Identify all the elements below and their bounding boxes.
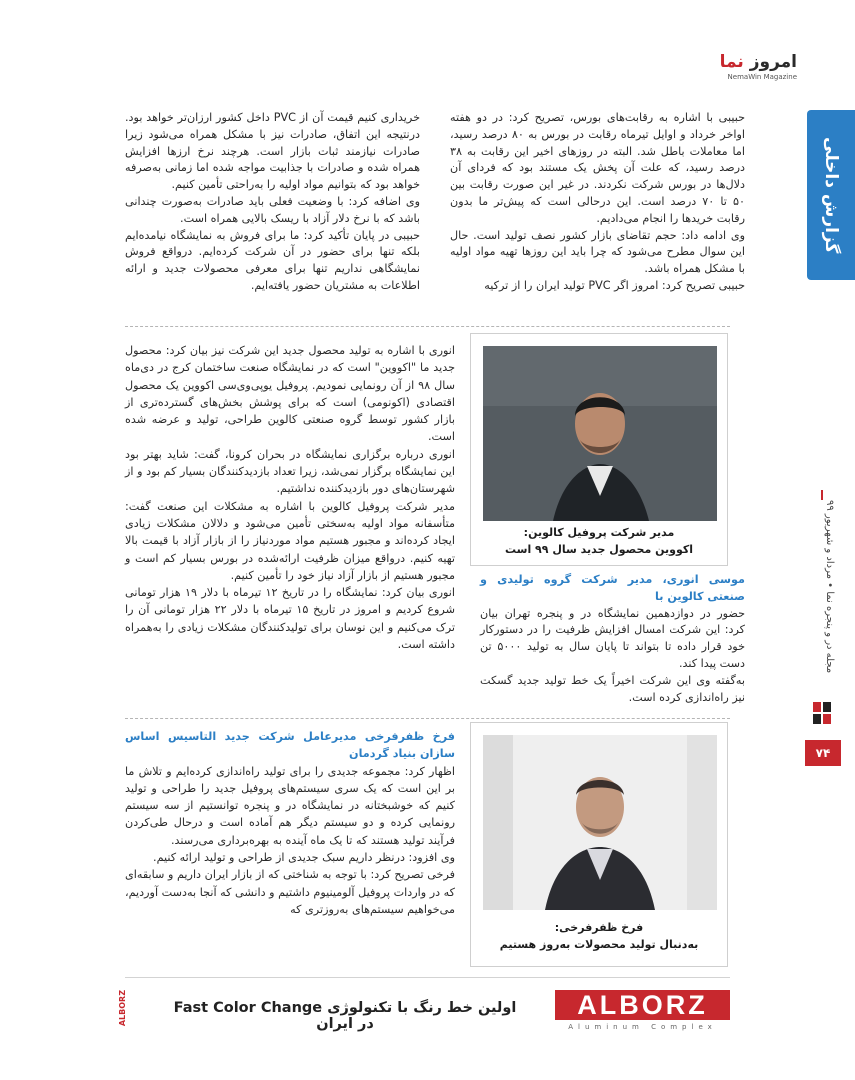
paragraph: فرخی تصریح کرد: با توجه به شناختی که از بازار ایران داریم و سابقه‌ای که در واردات پروفیل آلومینیوم داشتیم و دانشی که آنجا به‌دست آوردیم، می‌خواهیم سیستم‌های به‌روزتری که bbox=[125, 868, 455, 916]
magazine-mini-logo-icon bbox=[811, 700, 833, 726]
portrait-photo-image bbox=[483, 346, 717, 521]
paragraph: انوری درباره برگزاری نمایشگاه در بحران کرونا، گفت: شاید بهتر بود این نمایشگاه برگزار نمی‌شد، زیرا تعداد بازدیدکنندگان بسیار کم بود و از شهرستان‌های دور بازدیدکننده نداشتیم. bbox=[125, 447, 455, 496]
paragraph: انوری بیان کرد: نمایشگاه را در تاریخ ۱۲ تیرماه با دلار ۱۹ هزار تومانی شروع کردیم و امروز در تاریخ ۱۵ تیرماه با دلار ۲۲ هزار تومانی آن را ترک می‌کنیم و این نوسان برای تولیدکنندگان مشکلات زیادی را به‌همراه داشته است. bbox=[125, 586, 455, 652]
magazine-logo bbox=[662, 52, 797, 86]
paragraph: حبیبی تصریح کرد: امروز اگر PVC تولید ایران را از ترکیه bbox=[484, 278, 745, 292]
middle-right-column bbox=[480, 572, 745, 706]
section-tab-label: گزارش داخلی bbox=[821, 136, 841, 254]
section-divider bbox=[125, 326, 730, 327]
bottom-left-column bbox=[125, 728, 455, 918]
page-number: ۷۴ bbox=[805, 740, 841, 766]
middle-left-column bbox=[125, 342, 455, 653]
portrait-photo bbox=[483, 346, 717, 521]
portrait-photo-image bbox=[483, 735, 717, 910]
paragraph: حضور در دوازدهمین نمایشگاه در و پنجره تهران بیان کرد: این شرکت امسال افزایش ظرفیت را در دستورکار خود قرار داده تا بتواند تا پایان سال به تولید ۵۰۰۰ تن دست پیدا کند. bbox=[480, 606, 745, 670]
paragraph: وی افزود: درنظر داریم سبک جدیدی از طراحی و تولید ارائه کنیم. bbox=[153, 851, 455, 865]
alborz-logo bbox=[555, 990, 730, 1034]
paragraph: وی ادامه داد: حجم تقاضای بازار کشور نصف تولید است. حال این سوال مطرح می‌شود که چرا باید این روزها تهیه مواد اولیه با مشکل همراه باشد. bbox=[450, 228, 745, 276]
alborz-logo-tagline: Aluminum Complex bbox=[568, 1023, 717, 1031]
paragraph: انوری با اشاره به تولید محصول جدید این شرکت نیز بیان کرد: محصول جدید ما "اکووین" است که در نمایشگاه صنعت ساختمان کرج در دی‌ماه سال ۹۸ از آن رونمایی نمودیم. پروفیل یوپی‌وی‌سی اکووین یک محصول اقتصادی (اکونومی) است که برای پوشش بخش‌های گسترده‌تری از بازار کشور توسط گروه صنعتی کالوین طراحی، تولید و عرضه شده است. bbox=[125, 344, 455, 444]
side-strip bbox=[805, 490, 841, 850]
footer-slogan: اولین خط رنگ با تکنولوژی Fast Color Change در ایران bbox=[173, 1000, 517, 1032]
paragraph-heading: فرخ ظفرفرخی مدیرعامل شرکت جدید التاسیس اساس سازان بنیاد گردمان bbox=[125, 730, 455, 761]
magazine-logo-subtitle: NemaWin Magazine bbox=[727, 73, 797, 81]
section-divider bbox=[125, 718, 730, 719]
top-right-column bbox=[450, 110, 745, 295]
paragraph: خریداری کنیم قیمت آن از PVC داخل کشور ارزان‌تر خواهد بود. درنتیجه این اتفاق، صادرات نیز با مشکل همراه می‌شود زیرا صادرات نیازمند ثبات بازار است. هرچند نرخ ارزها افزایش همراه شده و صادرات با جذابیت مواجه شده اما زمانی به‌صرفه خواهد بود که بتوانیم مواد اولیه را به‌راحتی تأمین کنیم. bbox=[125, 111, 420, 192]
paragraph: مدیر شرکت پروفیل کالوین با اشاره به مشکلات این صنعت گفت: متأسفانه مواد اولیه به‌سختی تأمین می‌شود و دلالان مشکلات زیادی ایجاد کرده‌اند و مجبور هستیم مواد موردنیاز را از بازار آزاد با قیمت بالا تهیه کنیم. درواقع میزان ظرفیت ارائه‌شده در بورس بسیار کم است و مجبور هستیم از بازار آزاد نیاز خود را تأمین کنیم. bbox=[125, 499, 455, 582]
paragraph: به‌گفته وی این شرکت اخیراً یک خط تولید جدید گسکت نیز راه‌اندازی کرده است. bbox=[480, 673, 745, 704]
paragraph: حبیبی با اشاره به رقابت‌های بورس، تصریح کرد: در دو هفته اواخر خرداد و اوایل تیرماه رقابت در بورس به ۸۰ درصد رسید، اما معاملات باطل شد. البته در روزهای اخیر این رقابت به ۳۸ درصد رسید، که علت آن پخش یک مستند بود که فردای آن دلال‌ها در بورس شرکت نکردند. در غیر این صورت رقابت بین ۵۰ تا ۷۰ درصد است. این درحالی است که پیش‌تر ما بدون رقابت خریدها را انجام می‌دادیم. bbox=[450, 111, 745, 225]
top-left-column bbox=[125, 110, 420, 295]
side-accent-line bbox=[821, 490, 823, 500]
photo-caption: مدیر شرکت پروفیل کالوین: اکووین محصول جدید سال ۹۹ است bbox=[504, 526, 694, 556]
photo-caption: فرخ ظفرفرخی: به‌دنبال تولید محصولات به‌روز هستیم bbox=[499, 921, 699, 951]
portrait-photo bbox=[483, 735, 717, 910]
footer-vertical-brand: ALBORZ bbox=[118, 990, 127, 1027]
paragraph: وی اضافه کرد: با وضعیت فعلی باید صادرات به‌صورت چندانی باشد که با نرخ دلار آزاد با ریسک بالایی همراه است. bbox=[125, 194, 420, 225]
magazine-logo-text: امروز نما bbox=[719, 52, 797, 72]
magazine-issue-label: مجله در و پنجره نما • مرداد و شهریور ۹۹ bbox=[824, 500, 835, 674]
interview-photo-box bbox=[470, 722, 728, 967]
alborz-logo-word: ALBORZ bbox=[555, 990, 730, 1020]
paragraph: اظهار کرد: مجموعه جدیدی را برای تولید راه‌اندازی کرده‌ایم و تلاش ما بر این است که یک سری سیستم‌های پروفیل جدید را طراحی و تولید کنیم که خوشبختانه در نمایشگاه در و پنجره توانستیم از سه سیستم رونمایی کرده و دو سیستم دیگر هم آماده است و درحال طی‌کردن فرآیند تولید هستند که تا یک ماه آینده به بهره‌برداری می‌رسند. bbox=[125, 764, 455, 847]
interview-photo-box bbox=[470, 333, 728, 566]
section-tab bbox=[807, 110, 855, 280]
footer-divider bbox=[125, 977, 730, 978]
paragraph-heading: موسی انوری، مدیر شرکت گروه تولیدی و صنعتی کالوین با bbox=[480, 573, 745, 603]
paragraph: حبیبی در پایان تأکید کرد: ما برای فروش به نمایشگاه نیامده‌ایم بلکه تنها برای حضور در آن شرکت کرده‌ایم. درواقع فروش نمایشگاهی نداریم تنها برای معرفی محصولات جدید و ارائه اطلاعات به مشتریان حضور یافته‌ایم. bbox=[125, 228, 420, 292]
